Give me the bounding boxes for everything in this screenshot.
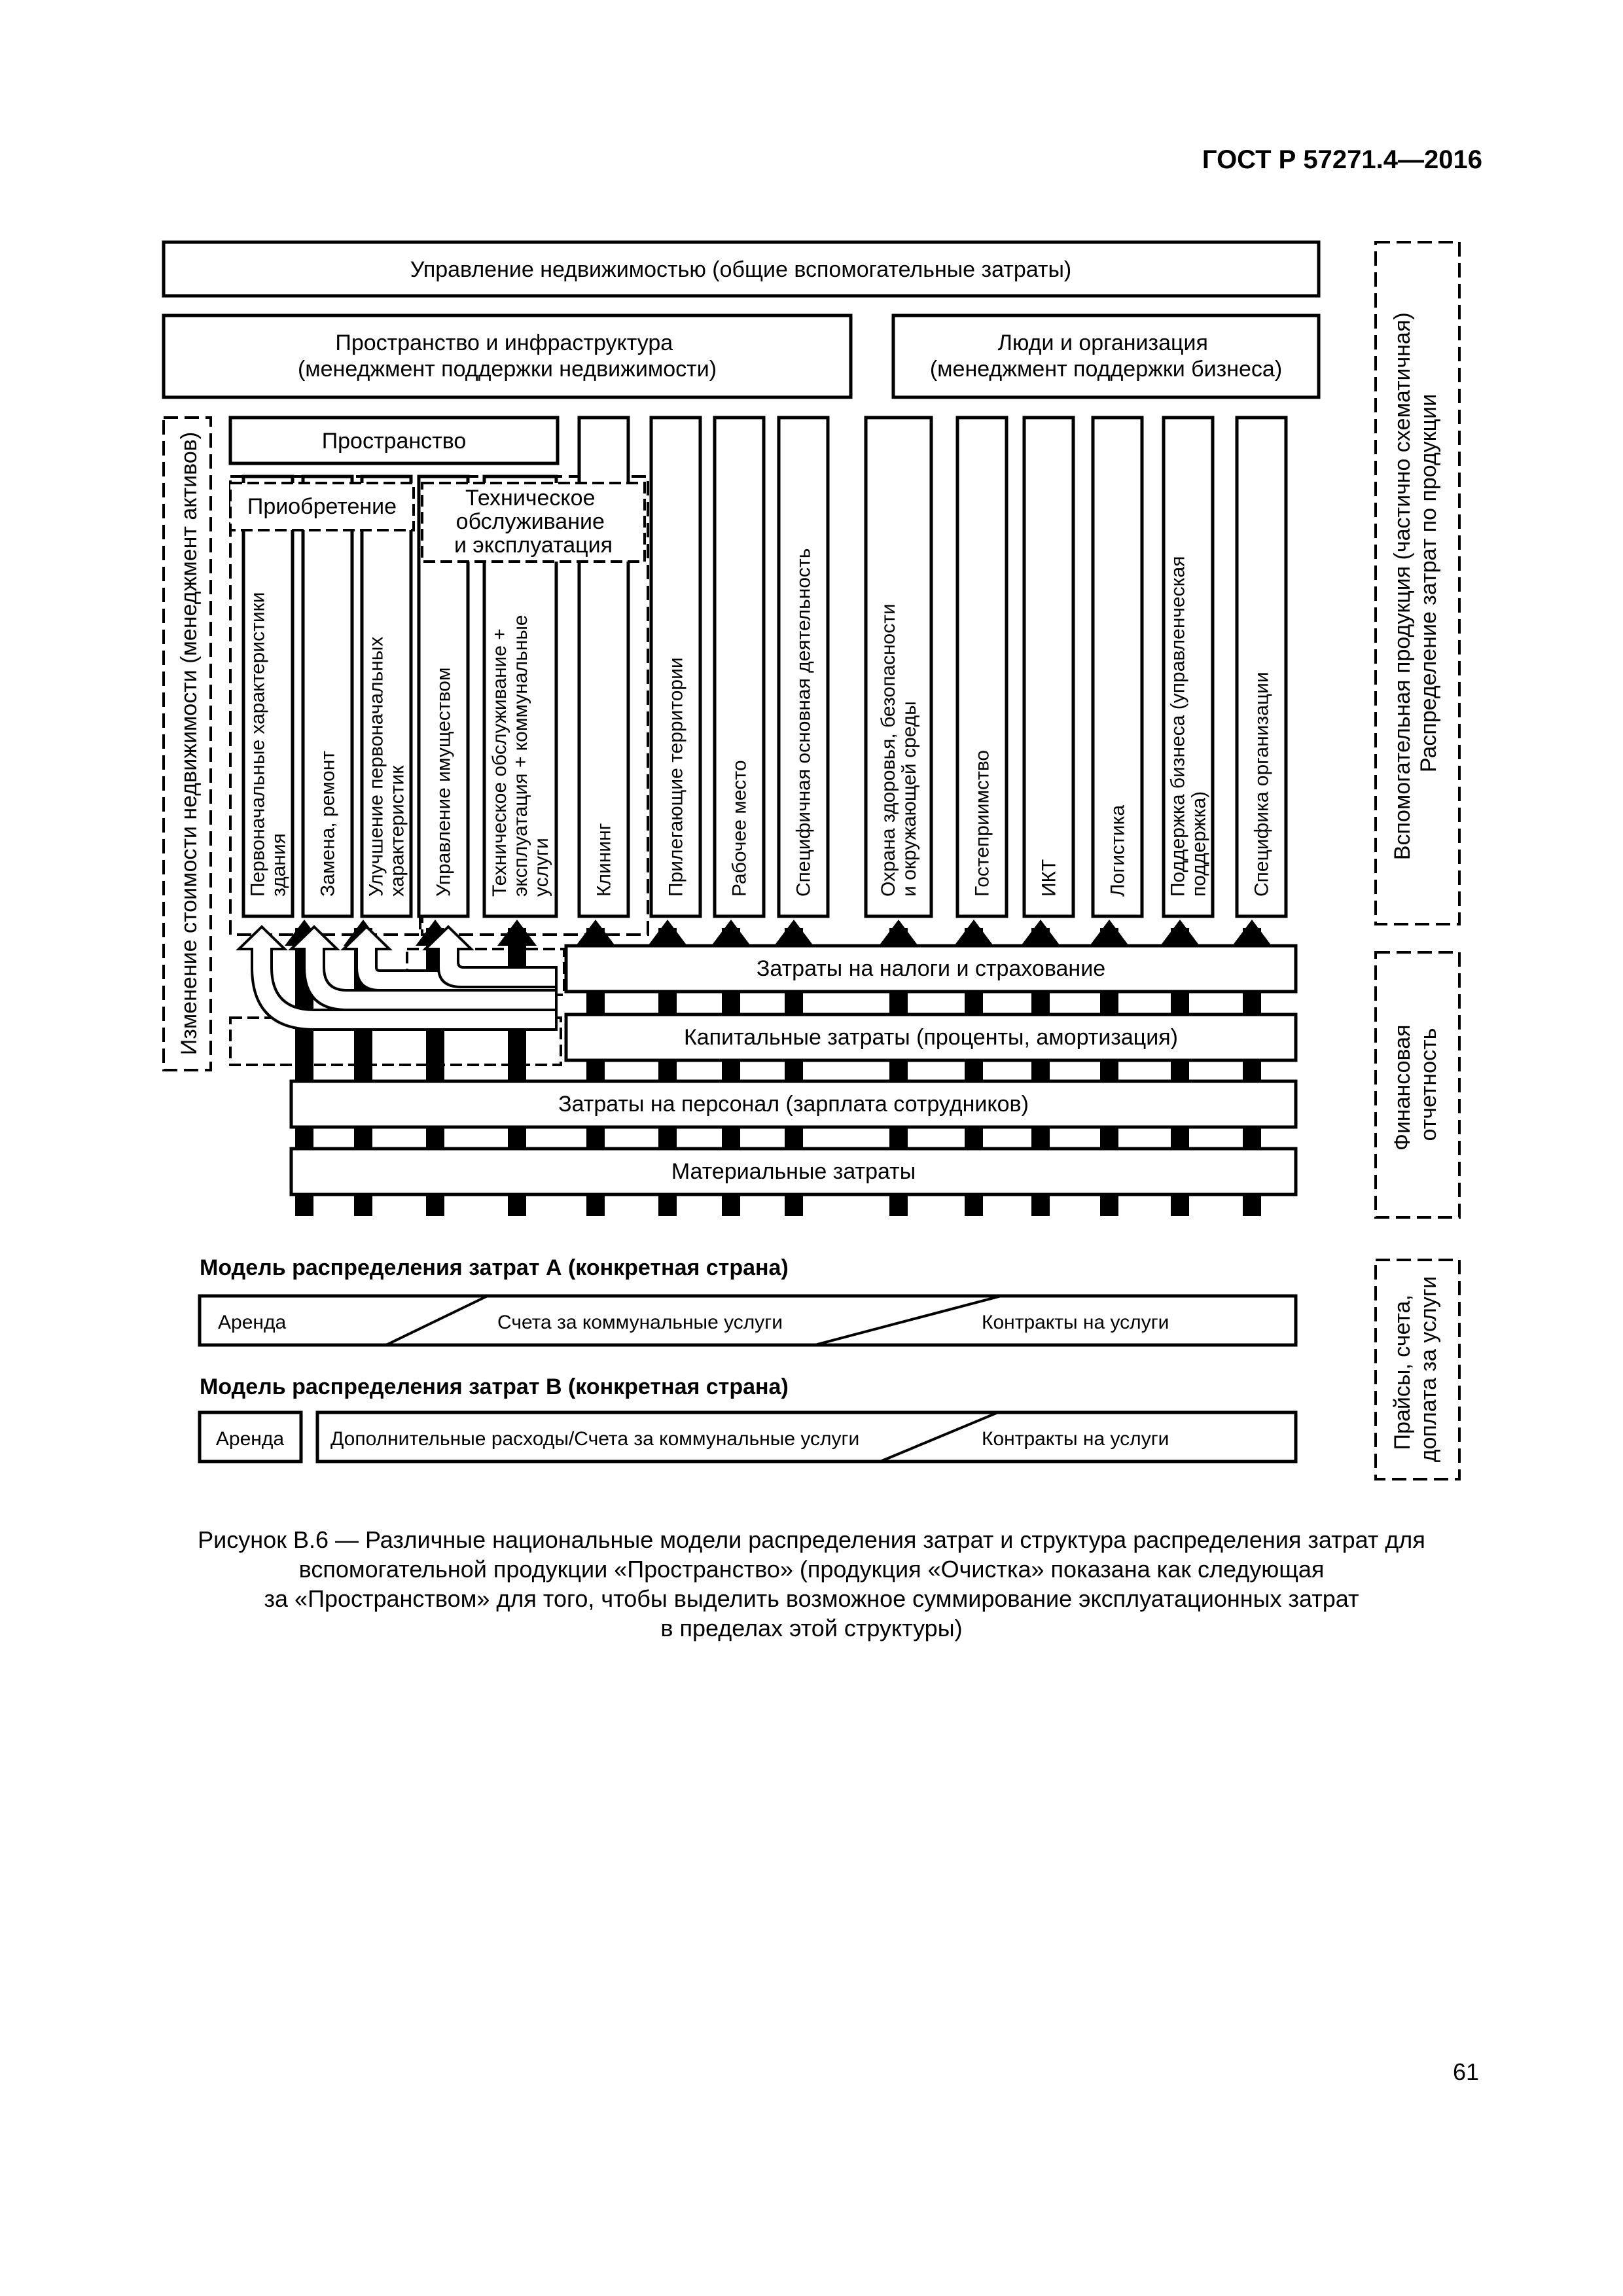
column-label-line: Техническое обслуживание + <box>489 628 510 897</box>
column-label-line: Рабочее место <box>728 760 751 897</box>
column-label-line: Логистика <box>1107 804 1129 897</box>
column-label <box>1251 672 1273 897</box>
model-a-title: Модель распределения затрат А (конкретная страна) <box>200 1255 789 1280</box>
space-infrastructure-line-1: Пространство и инфраструктура <box>335 331 673 355</box>
column-label <box>793 548 815 897</box>
model-b-title: Модель распределения затрат В (конкретная страна) <box>200 1374 789 1399</box>
space-label: Пространство <box>321 429 467 454</box>
people-organization-line-2: (менеджмент поддержки бизнеса) <box>929 357 1283 382</box>
property-management-label: Управление недвижимостью (общие вспомогательные затраты) <box>410 257 1072 282</box>
cost-bar-label: Капитальные затраты (проценты, амортизация) <box>683 1025 1179 1050</box>
column-label-line: Первоначальные характеристики <box>247 592 269 897</box>
column-label-line: Улучшение первоначальных <box>365 636 387 897</box>
people-organization-label <box>930 331 1282 382</box>
cost-bar-label: Материальные затраты <box>671 1159 916 1184</box>
column-label-line: поддержка) <box>1188 791 1210 897</box>
support-products-line-1: Вспомогательная продукция (частично схематичная) <box>1390 312 1415 861</box>
model-a-divider-1 <box>386 1296 488 1345</box>
column-label-line: здания <box>268 833 290 897</box>
arrowhead <box>879 920 918 946</box>
price-lists-line-2: доплата за услуги <box>1416 1276 1441 1463</box>
column-label-line: и окружающей среды <box>899 701 920 897</box>
standard-number: ГОСТ Р 57271.4—2016 <box>1202 145 1482 174</box>
column-label-line: Специфичная основная деятельность <box>793 548 815 897</box>
maintenance-line-2: обслуживание <box>455 509 605 534</box>
people-organization-line-1: Люди и организация <box>997 331 1208 355</box>
model-b-divider <box>880 1412 998 1462</box>
arrowhead <box>954 920 993 946</box>
asset-value-label: Изменение стоимости недвижимости (менеджмент активов) <box>177 431 202 1056</box>
column-label <box>433 667 455 897</box>
column-box <box>1024 418 1073 916</box>
maintenance-line-1: Техническое <box>465 486 596 511</box>
column-label <box>594 823 615 897</box>
model-a-utilities: Счета за коммунальные услуги <box>497 1312 783 1333</box>
column-label <box>729 760 751 897</box>
cost-bar-label: Затраты на налоги и страхование <box>756 956 1106 981</box>
support-products-label <box>1390 306 1441 860</box>
model-a-divider-2 <box>815 1296 1001 1345</box>
space-infrastructure-line-2: (менеджмент поддержки недвижимости) <box>297 357 717 382</box>
model-a-rent: Аренда <box>218 1312 287 1333</box>
acquisition-label: Приобретение <box>247 494 397 519</box>
arrowhead <box>648 920 687 946</box>
maintenance-label <box>454 486 613 558</box>
price-lists-label <box>1390 1276 1441 1463</box>
financial-reporting-label <box>1390 1018 1441 1151</box>
arrowhead <box>774 920 813 946</box>
column-label <box>666 657 687 897</box>
figure-caption <box>131 1525 1492 1643</box>
column-label <box>1107 805 1129 897</box>
arrowhead <box>1232 920 1272 946</box>
caption-line-4: в пределах этой структуры) <box>660 1615 963 1641</box>
column-label <box>1039 859 1060 897</box>
column-label-line: Охрана здоровья, безопасности <box>878 603 899 897</box>
caption-line-2: вспомогательной продукции «Пространство» (продукция «Очистка» показана как следующая <box>298 1556 1325 1583</box>
column-label-line: Управление имуществом <box>433 667 455 897</box>
arrowhead <box>711 920 751 946</box>
column-label <box>972 750 993 897</box>
column-label-line: услуги <box>531 838 552 897</box>
arrowhead <box>1160 920 1200 946</box>
arrowhead <box>1021 920 1060 946</box>
column-label-line: Поддержка бизнеса (управленческая <box>1167 556 1189 897</box>
column-label <box>317 751 339 897</box>
column-label-line: Гостеприимство <box>971 749 993 897</box>
arrowhead <box>497 920 537 946</box>
support-products-line-2: Распределение затрат по продукции <box>1416 393 1441 773</box>
model-b-rent: Аренда <box>215 1428 285 1450</box>
cost-bar-label: Затраты на персонал (зарплата сотрудников) <box>558 1092 1029 1117</box>
column-label-line: Прилегающие территории <box>665 657 687 897</box>
model-b-additional-costs: Дополнительные расходы/Счета за коммунальные услуги <box>330 1428 860 1450</box>
column-label-line: ИКТ <box>1038 859 1060 897</box>
column-label-line: эксплуатация + коммунальные <box>510 615 531 897</box>
column-label-line: характеристик <box>386 765 408 897</box>
financial-reporting-line-2: отчетность <box>1416 1028 1441 1141</box>
model-b-service-contracts: Контракты на услуги <box>982 1428 1169 1450</box>
model-a-service-contracts: Контракты на услуги <box>982 1312 1169 1333</box>
space-infrastructure-label <box>298 331 717 382</box>
column-label-line: Клининг <box>593 823 615 897</box>
page-number: 61 <box>1452 2058 1479 2085</box>
price-lists-line-1: Прайсы, счета, <box>1390 1295 1415 1450</box>
maintenance-line-3: и эксплуатация <box>454 533 613 558</box>
caption-line-1: Рисунок В.6 — Различные национальные модели распределения затрат и структура распределения затрат для <box>198 1526 1425 1553</box>
column-label-line: Специфика организации <box>1251 672 1273 897</box>
caption-line-3: за «Пространством» для того, чтобы выделить возможное суммирование эксплуатационных затрат <box>264 1585 1359 1612</box>
financial-reporting-line-1: Финансовая <box>1390 1024 1415 1151</box>
arrowhead <box>1090 920 1129 946</box>
column-label-line: Замена, ремонт <box>317 750 339 897</box>
arrowhead <box>576 920 615 946</box>
